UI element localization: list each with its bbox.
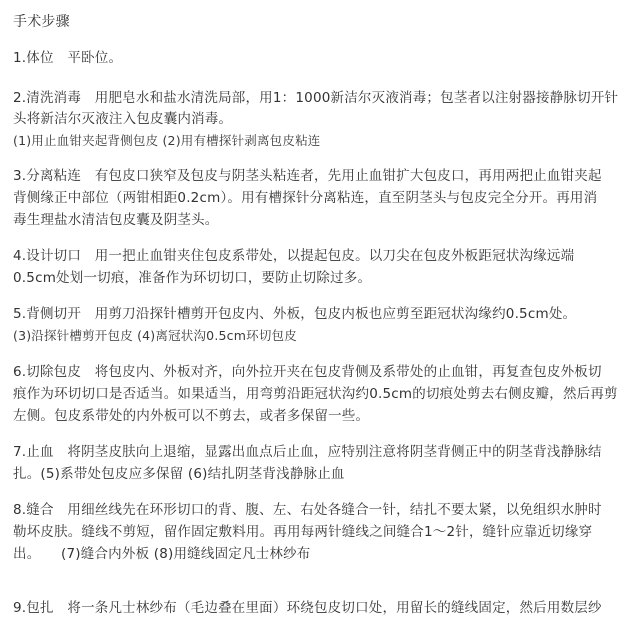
figure-caption-3-4: (3)沿探针槽剪开包皮 (4)离冠状沟0.5cm环切包皮 xyxy=(13,328,297,343)
step-1-position: 1.体位 平卧位。 xyxy=(13,50,123,66)
step-3-continued-1: 背侧缘正中部位（两钳相距0.2cm）。用有槽探针分离粘连，直至阴茎头与包皮完全分开。再用消 xyxy=(13,190,598,206)
step-9-bandage: 9.包扎 将一条凡士林纱布（毛边叠在里面）环绕包皮切口处，用留长的缝线固定，然后用数层纱 xyxy=(13,600,602,616)
step-7-continued: 扎。(5)系带处包皮应多保留 (6)结扎阴茎背浅静脉止血 xyxy=(13,466,345,482)
step-8-suture: 8.缝合 用细丝线先在环形切口的背、腹、左、右处各缝合一针，结扎不要太紧，以免组织水肿时 xyxy=(13,502,602,518)
step-8-continued-1: 勒坏皮肤。缝线不剪短，留作固定敷料用。再用每两针缝线之间缝合1～2针，缝针应靠近切缘穿 xyxy=(13,524,593,540)
step-7-hemostasis: 7.止血 将阴茎皮肤向上退缩，显露出血点后止血，应特别注意将阴茎背侧正中的阴茎背浅静脉结 xyxy=(13,444,602,460)
step-4-design-incision: 4.设计切口 用一把止血钳夹住包皮系带处，以提起包皮。以刀尖在包皮外板距冠状沟缘远端 xyxy=(13,248,575,264)
step-5-dorsal-incision: 5.背侧切开 用剪刀沿探针槽剪开包皮内、外板，包皮内板也应剪至距冠状沟缘约0.5cm处。 xyxy=(13,306,577,322)
step-3-continued-2: 毒生理盐水清洁包皮囊及阴茎头。 xyxy=(13,212,219,228)
step-6-continued-1: 痕作为环切切口是否适当。如果适当，用弯剪沿距冠状沟约0.5cm的切痕处剪去右侧皮瓣，然后再剪 xyxy=(13,386,618,402)
figure-caption-1-2: (1)用止血钳夹起背侧包皮 (2)用有槽探针剥离包皮粘连 xyxy=(13,133,321,148)
document-title: 手术步骤 xyxy=(13,14,70,30)
step-2-continued: 头将新洁尔灭液注入包皮囊内消毒。 xyxy=(13,111,233,127)
step-6-continued-2: 左侧。包皮系带处的内外板可以不剪去，或者多保留一些。 xyxy=(13,408,370,424)
step-3-separate-adhesion: 3.分离粘连 有包皮口狭窄及包皮与阴茎头粘连者，先用止血钳扩大包皮口，再用两把止血钳夹起 xyxy=(13,168,602,184)
step-6-excise-foreskin: 6.切除包皮 将包皮内、外板对齐，向外拉开夹在包皮背侧及系带处的止血钳，再复查包皮外板切 xyxy=(13,364,602,380)
step-4-continued: 0.5cm处划一切痕，准备作为环切切口，要防止切除过多。 xyxy=(13,270,372,286)
step-8-continued-2: 出。 (7)缝合内外板 (8)用缝线固定凡士林纱布 xyxy=(13,546,311,562)
step-2-disinfection: 2.清洗消毒 用肥皂水和盐水清洗局部，用1：1000新洁尔灭液消毒；包茎者以注射器接静脉切开针 xyxy=(13,90,619,106)
